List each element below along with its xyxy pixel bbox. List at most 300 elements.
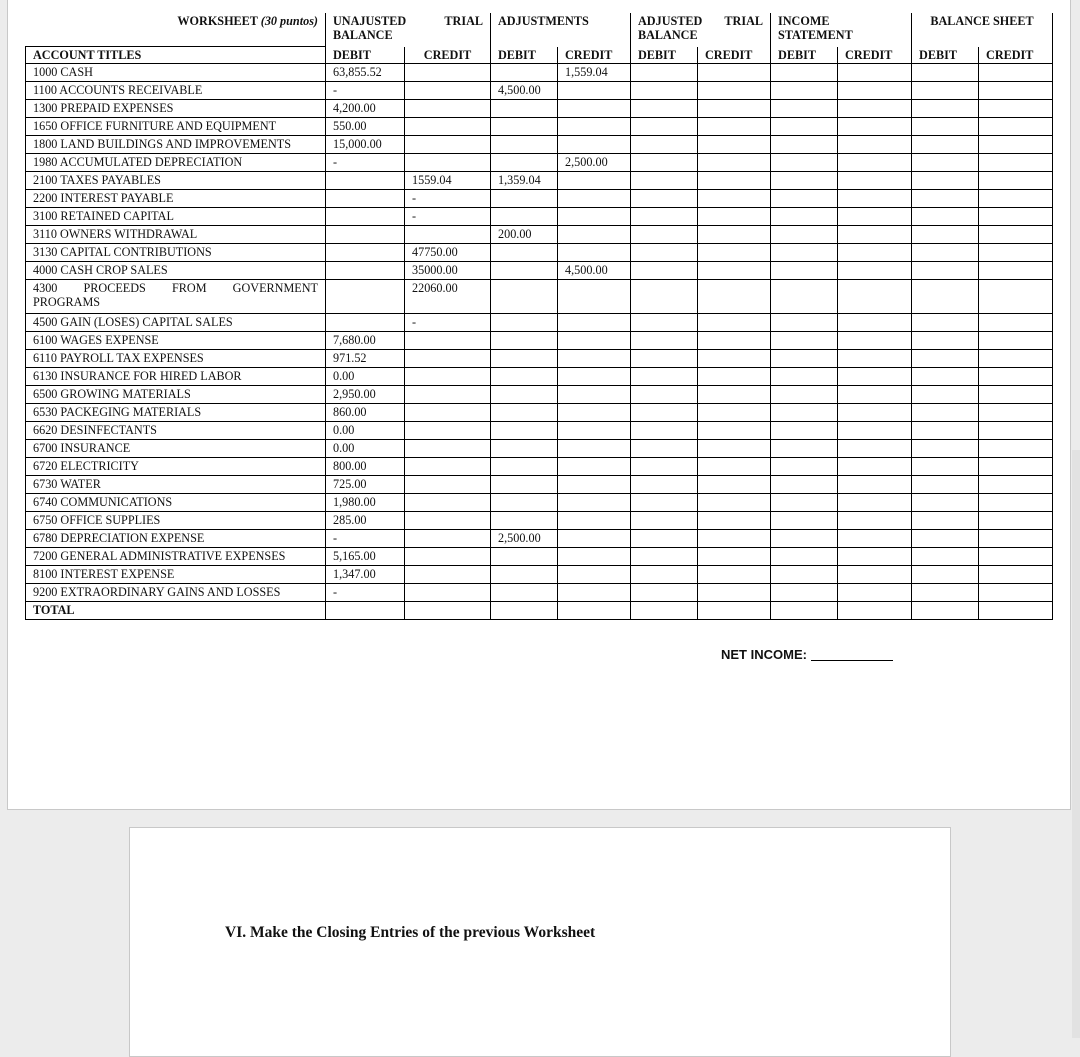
amount-cell xyxy=(491,602,558,620)
amount-cell xyxy=(405,530,491,548)
amount-cell xyxy=(979,422,1053,440)
amount-cell xyxy=(491,476,558,494)
amount-cell xyxy=(698,602,771,620)
amount-cell xyxy=(405,566,491,584)
amount-cell xyxy=(326,208,405,226)
account-row xyxy=(26,262,1053,280)
account-row xyxy=(26,244,1053,262)
amount-cell xyxy=(558,208,631,226)
amount-cell xyxy=(558,566,631,584)
amount-cell xyxy=(405,82,491,100)
account-row xyxy=(26,422,1053,440)
amount-cell xyxy=(631,190,698,208)
amount-cell xyxy=(912,262,979,280)
amount-cell xyxy=(979,208,1053,226)
account-title: 4000 CASH CROP SALES xyxy=(26,262,326,280)
amount-cell xyxy=(838,440,912,458)
amount-cell xyxy=(912,280,979,314)
account-title: 6700 INSURANCE xyxy=(26,440,326,458)
amount-cell xyxy=(491,422,558,440)
amount-cell xyxy=(912,404,979,422)
col-header-debit: DEBIT xyxy=(912,47,979,64)
amount-cell xyxy=(979,494,1053,512)
amount-cell xyxy=(326,244,405,262)
amount-cell xyxy=(491,136,558,154)
amount-cell xyxy=(771,422,838,440)
amount-cell xyxy=(912,226,979,244)
amount-cell xyxy=(558,548,631,566)
amount-cell xyxy=(838,386,912,404)
amount-cell xyxy=(912,476,979,494)
amount-cell xyxy=(405,332,491,350)
amount-cell xyxy=(979,244,1053,262)
amount-cell xyxy=(558,244,631,262)
amount-cell: 860.00 xyxy=(326,404,405,422)
amount-cell xyxy=(771,136,838,154)
amount-cell xyxy=(631,244,698,262)
amount-cell xyxy=(491,512,558,530)
amount-cell xyxy=(558,440,631,458)
amount-cell xyxy=(558,404,631,422)
amount-cell xyxy=(838,530,912,548)
account-title: 3100 RETAINED CAPITAL xyxy=(26,208,326,226)
account-title: 1650 OFFICE FURNITURE AND EQUIPMENT xyxy=(26,118,326,136)
amount-cell xyxy=(838,64,912,82)
account-title: 9200 EXTRAORDINARY GAINS AND LOSSES xyxy=(26,584,326,602)
amount-cell xyxy=(838,154,912,172)
amount-cell xyxy=(979,602,1053,620)
amount-cell xyxy=(912,100,979,118)
amount-cell xyxy=(491,386,558,404)
amount-cell xyxy=(771,386,838,404)
amount-cell xyxy=(326,172,405,190)
group-adjusted-trial-balance: ADJUSTED TRIAL BALANCE xyxy=(631,13,771,47)
amount-cell xyxy=(771,314,838,332)
amount-cell xyxy=(631,208,698,226)
amount-cell xyxy=(771,440,838,458)
amount-cell xyxy=(771,530,838,548)
amount-cell xyxy=(326,314,405,332)
amount-cell: 35000.00 xyxy=(405,262,491,280)
amount-cell xyxy=(838,262,912,280)
amount-cell xyxy=(491,314,558,332)
amount-cell xyxy=(631,440,698,458)
amount-cell xyxy=(698,386,771,404)
account-title: 6530 PACKEGING MATERIALS xyxy=(26,404,326,422)
amount-cell xyxy=(838,368,912,386)
amount-cell: - xyxy=(326,82,405,100)
amount-cell xyxy=(405,386,491,404)
account-row xyxy=(26,280,1053,314)
amount-cell xyxy=(912,332,979,350)
amount-cell xyxy=(771,584,838,602)
amount-cell xyxy=(326,280,405,314)
col-header-debit: DEBIT xyxy=(771,47,838,64)
amount-cell xyxy=(912,190,979,208)
amount-cell xyxy=(838,190,912,208)
account-title: 6620 DESINFECTANTS xyxy=(26,422,326,440)
amount-cell xyxy=(405,584,491,602)
account-title: 6720 ELECTRICITY xyxy=(26,458,326,476)
account-title: 6750 OFFICE SUPPLIES xyxy=(26,512,326,530)
amount-cell xyxy=(405,494,491,512)
amount-cell xyxy=(838,314,912,332)
account-title: 6730 WATER xyxy=(26,476,326,494)
amount-cell xyxy=(698,118,771,136)
group-income-statement: INCOME STATEMENT xyxy=(771,13,912,47)
account-row xyxy=(26,368,1053,386)
amount-cell xyxy=(631,172,698,190)
account-title: 7200 GENERAL ADMINISTRATIVE EXPENSES xyxy=(26,548,326,566)
amount-cell: 725.00 xyxy=(326,476,405,494)
amount-cell: - xyxy=(405,190,491,208)
amount-cell xyxy=(838,332,912,350)
amount-cell xyxy=(698,512,771,530)
amount-cell xyxy=(979,118,1053,136)
amount-cell xyxy=(631,566,698,584)
amount-cell xyxy=(698,458,771,476)
amount-cell xyxy=(698,172,771,190)
account-row xyxy=(26,584,1053,602)
col-header-credit: CREDIT xyxy=(405,47,491,64)
account-row xyxy=(26,226,1053,244)
amount-cell xyxy=(405,548,491,566)
amount-cell xyxy=(912,208,979,226)
amount-cell xyxy=(912,386,979,404)
amount-cell: 0.00 xyxy=(326,440,405,458)
amount-cell xyxy=(558,100,631,118)
amount-cell xyxy=(771,82,838,100)
amount-cell xyxy=(838,172,912,190)
amount-cell: - xyxy=(326,584,405,602)
account-title: 2200 INTEREST PAYABLE xyxy=(26,190,326,208)
amount-cell xyxy=(979,100,1053,118)
amount-cell xyxy=(558,422,631,440)
amount-cell xyxy=(405,118,491,136)
amount-cell xyxy=(491,280,558,314)
amount-cell xyxy=(491,440,558,458)
account-row xyxy=(26,566,1053,584)
account-title: 2100 TAXES PAYABLES xyxy=(26,172,326,190)
col-header-credit: CREDIT xyxy=(698,47,771,64)
amount-cell xyxy=(979,136,1053,154)
amount-cell xyxy=(631,280,698,314)
group-balance-sheet: BALANCE SHEET xyxy=(912,13,1053,47)
worksheet-title: WORKSHEET (30 puntos) xyxy=(177,14,318,28)
amount-cell xyxy=(698,136,771,154)
account-title: 1300 PREPAID EXPENSES xyxy=(26,100,326,118)
amount-cell xyxy=(771,512,838,530)
amount-cell xyxy=(771,280,838,314)
amount-cell xyxy=(491,584,558,602)
amount-cell xyxy=(838,100,912,118)
amount-cell: 22060.00 xyxy=(405,280,491,314)
amount-cell xyxy=(771,154,838,172)
amount-cell: 1559.04 xyxy=(405,172,491,190)
amount-cell xyxy=(771,262,838,280)
amount-cell xyxy=(912,566,979,584)
amount-cell xyxy=(558,172,631,190)
amount-cell xyxy=(771,118,838,136)
amount-cell xyxy=(979,386,1053,404)
amount-cell xyxy=(698,100,771,118)
amount-cell xyxy=(558,512,631,530)
amount-cell: 1,359.04 xyxy=(491,172,558,190)
worksheet-table xyxy=(25,13,1053,620)
account-row xyxy=(26,172,1053,190)
amount-cell xyxy=(405,226,491,244)
amount-cell xyxy=(979,172,1053,190)
amount-cell xyxy=(491,64,558,82)
amount-cell xyxy=(698,350,771,368)
account-row xyxy=(26,136,1053,154)
account-title: 6780 DEPRECIATION EXPENSE xyxy=(26,530,326,548)
amount-cell xyxy=(979,584,1053,602)
amount-cell xyxy=(979,458,1053,476)
amount-cell xyxy=(405,404,491,422)
account-row xyxy=(26,548,1053,566)
amount-cell xyxy=(838,350,912,368)
amount-cell xyxy=(631,154,698,172)
amount-cell xyxy=(979,548,1053,566)
amount-cell xyxy=(558,584,631,602)
amount-cell xyxy=(979,512,1053,530)
amount-cell xyxy=(491,118,558,136)
amount-cell xyxy=(631,64,698,82)
amount-cell xyxy=(771,602,838,620)
amount-cell xyxy=(979,226,1053,244)
amount-cell xyxy=(698,440,771,458)
amount-cell xyxy=(698,262,771,280)
amount-cell xyxy=(838,118,912,136)
amount-cell xyxy=(698,566,771,584)
account-row xyxy=(26,512,1053,530)
amount-cell xyxy=(979,350,1053,368)
account-title: 6110 PAYROLL TAX EXPENSES xyxy=(26,350,326,368)
amount-cell: 2,500.00 xyxy=(558,154,631,172)
amount-cell: 800.00 xyxy=(326,458,405,476)
amount-cell xyxy=(631,476,698,494)
amount-cell xyxy=(698,64,771,82)
amount-cell xyxy=(491,262,558,280)
amount-cell xyxy=(558,280,631,314)
net-income-label: NET INCOME: xyxy=(721,647,807,662)
amount-cell xyxy=(771,100,838,118)
amount-cell: 15,000.00 xyxy=(326,136,405,154)
amount-cell xyxy=(491,368,558,386)
amount-cell xyxy=(631,332,698,350)
col-header-credit: CREDIT xyxy=(838,47,912,64)
amount-cell xyxy=(558,350,631,368)
account-row xyxy=(26,458,1053,476)
amount-cell xyxy=(491,154,558,172)
net-income-blank xyxy=(811,660,893,661)
amount-cell: 4,500.00 xyxy=(558,262,631,280)
amount-cell xyxy=(912,458,979,476)
amount-cell xyxy=(979,154,1053,172)
account-title: 1980 ACCUMULATED DEPRECIATION xyxy=(26,154,326,172)
account-row xyxy=(26,404,1053,422)
amount-cell xyxy=(491,208,558,226)
account-row xyxy=(26,530,1053,548)
amount-cell: 550.00 xyxy=(326,118,405,136)
amount-cell xyxy=(698,154,771,172)
group-header-row xyxy=(26,13,1053,47)
amount-cell xyxy=(631,314,698,332)
amount-cell xyxy=(912,584,979,602)
amount-cell xyxy=(631,602,698,620)
account-row xyxy=(26,100,1053,118)
col-header-credit: CREDIT xyxy=(979,47,1053,64)
amount-cell xyxy=(698,314,771,332)
amount-cell: 1,347.00 xyxy=(326,566,405,584)
amount-cell: 7,680.00 xyxy=(326,332,405,350)
amount-cell xyxy=(405,422,491,440)
amount-cell xyxy=(771,172,838,190)
amount-cell xyxy=(771,226,838,244)
amount-cell xyxy=(698,476,771,494)
amount-cell xyxy=(698,208,771,226)
account-title: 8100 INTEREST EXPENSE xyxy=(26,566,326,584)
amount-cell xyxy=(558,332,631,350)
amount-cell xyxy=(631,530,698,548)
account-title: 6500 GROWING MATERIALS xyxy=(26,386,326,404)
amount-cell xyxy=(698,82,771,100)
amount-cell xyxy=(631,350,698,368)
amount-cell xyxy=(558,602,631,620)
amount-cell xyxy=(405,100,491,118)
amount-cell xyxy=(326,602,405,620)
amount-cell: 0.00 xyxy=(326,368,405,386)
amount-cell xyxy=(912,530,979,548)
group-unadjusted-trial-balance: UNAJUSTED TRIAL BALANCE xyxy=(326,13,491,47)
amount-cell xyxy=(405,440,491,458)
account-row xyxy=(26,350,1053,368)
amount-cell xyxy=(912,172,979,190)
amount-cell xyxy=(491,404,558,422)
amount-cell xyxy=(698,530,771,548)
amount-cell xyxy=(491,350,558,368)
amount-cell xyxy=(558,226,631,244)
account-title: 6740 COMMUNICATIONS xyxy=(26,494,326,512)
amount-cell xyxy=(912,82,979,100)
page-gutter xyxy=(1072,450,1080,1038)
amount-cell xyxy=(979,566,1053,584)
amount-cell xyxy=(771,350,838,368)
amount-cell xyxy=(979,530,1053,548)
amount-cell xyxy=(558,386,631,404)
amount-cell xyxy=(771,244,838,262)
amount-cell xyxy=(979,404,1053,422)
amount-cell xyxy=(405,512,491,530)
amount-cell xyxy=(491,548,558,566)
amount-cell xyxy=(838,208,912,226)
account-row xyxy=(26,154,1053,172)
amount-cell xyxy=(491,190,558,208)
account-row xyxy=(26,494,1053,512)
amount-cell xyxy=(631,82,698,100)
account-row xyxy=(26,118,1053,136)
amount-cell xyxy=(838,136,912,154)
amount-cell xyxy=(912,422,979,440)
amount-cell: - xyxy=(405,314,491,332)
account-row xyxy=(26,314,1053,332)
net-income-line xyxy=(721,647,893,662)
account-title: 1100 ACCOUNTS RECEIVABLE xyxy=(26,82,326,100)
account-title: 4500 GAIN (LOSES) CAPITAL SALES xyxy=(26,314,326,332)
amount-cell xyxy=(838,566,912,584)
amount-cell xyxy=(979,440,1053,458)
amount-cell xyxy=(838,404,912,422)
amount-cell xyxy=(979,368,1053,386)
amount-cell xyxy=(979,314,1053,332)
document-page-2 xyxy=(129,827,951,1057)
amount-cell xyxy=(491,458,558,476)
amount-cell xyxy=(405,350,491,368)
amount-cell xyxy=(912,440,979,458)
amount-cell xyxy=(631,100,698,118)
amount-cell: - xyxy=(326,530,405,548)
amount-cell xyxy=(405,476,491,494)
amount-cell xyxy=(979,280,1053,314)
amount-cell xyxy=(405,458,491,476)
amount-cell xyxy=(838,226,912,244)
col-header-debit: DEBIT xyxy=(631,47,698,64)
amount-cell xyxy=(771,190,838,208)
amount-cell xyxy=(838,584,912,602)
amount-cell xyxy=(558,368,631,386)
amount-cell xyxy=(631,226,698,244)
amount-cell xyxy=(838,458,912,476)
amount-cell xyxy=(491,566,558,584)
amount-cell xyxy=(698,584,771,602)
amount-cell xyxy=(979,332,1053,350)
account-title: 6100 WAGES EXPENSE xyxy=(26,332,326,350)
amount-cell xyxy=(491,494,558,512)
amount-cell: 47750.00 xyxy=(405,244,491,262)
amount-cell xyxy=(771,64,838,82)
account-row xyxy=(26,208,1053,226)
amount-cell xyxy=(912,548,979,566)
amount-cell xyxy=(912,244,979,262)
amount-cell xyxy=(771,476,838,494)
amount-cell xyxy=(405,602,491,620)
amount-cell xyxy=(698,244,771,262)
amount-cell xyxy=(979,82,1053,100)
amount-cell xyxy=(558,458,631,476)
amount-cell xyxy=(771,494,838,512)
amount-cell xyxy=(771,548,838,566)
amount-cell xyxy=(838,494,912,512)
amount-cell xyxy=(405,154,491,172)
amount-cell xyxy=(698,190,771,208)
amount-cell xyxy=(912,154,979,172)
amount-cell xyxy=(631,404,698,422)
col-header-account-titles: ACCOUNT TITLES xyxy=(26,47,326,64)
account-row xyxy=(26,64,1053,82)
amount-cell: - xyxy=(405,208,491,226)
amount-cell: 5,165.00 xyxy=(326,548,405,566)
amount-cell xyxy=(631,386,698,404)
amount-cell: 285.00 xyxy=(326,512,405,530)
amount-cell xyxy=(631,118,698,136)
amount-cell: 63,855.52 xyxy=(326,64,405,82)
account-title: 1000 CASH xyxy=(26,64,326,82)
amount-cell xyxy=(405,368,491,386)
amount-cell xyxy=(631,584,698,602)
amount-cell xyxy=(771,368,838,386)
amount-cell xyxy=(979,64,1053,82)
